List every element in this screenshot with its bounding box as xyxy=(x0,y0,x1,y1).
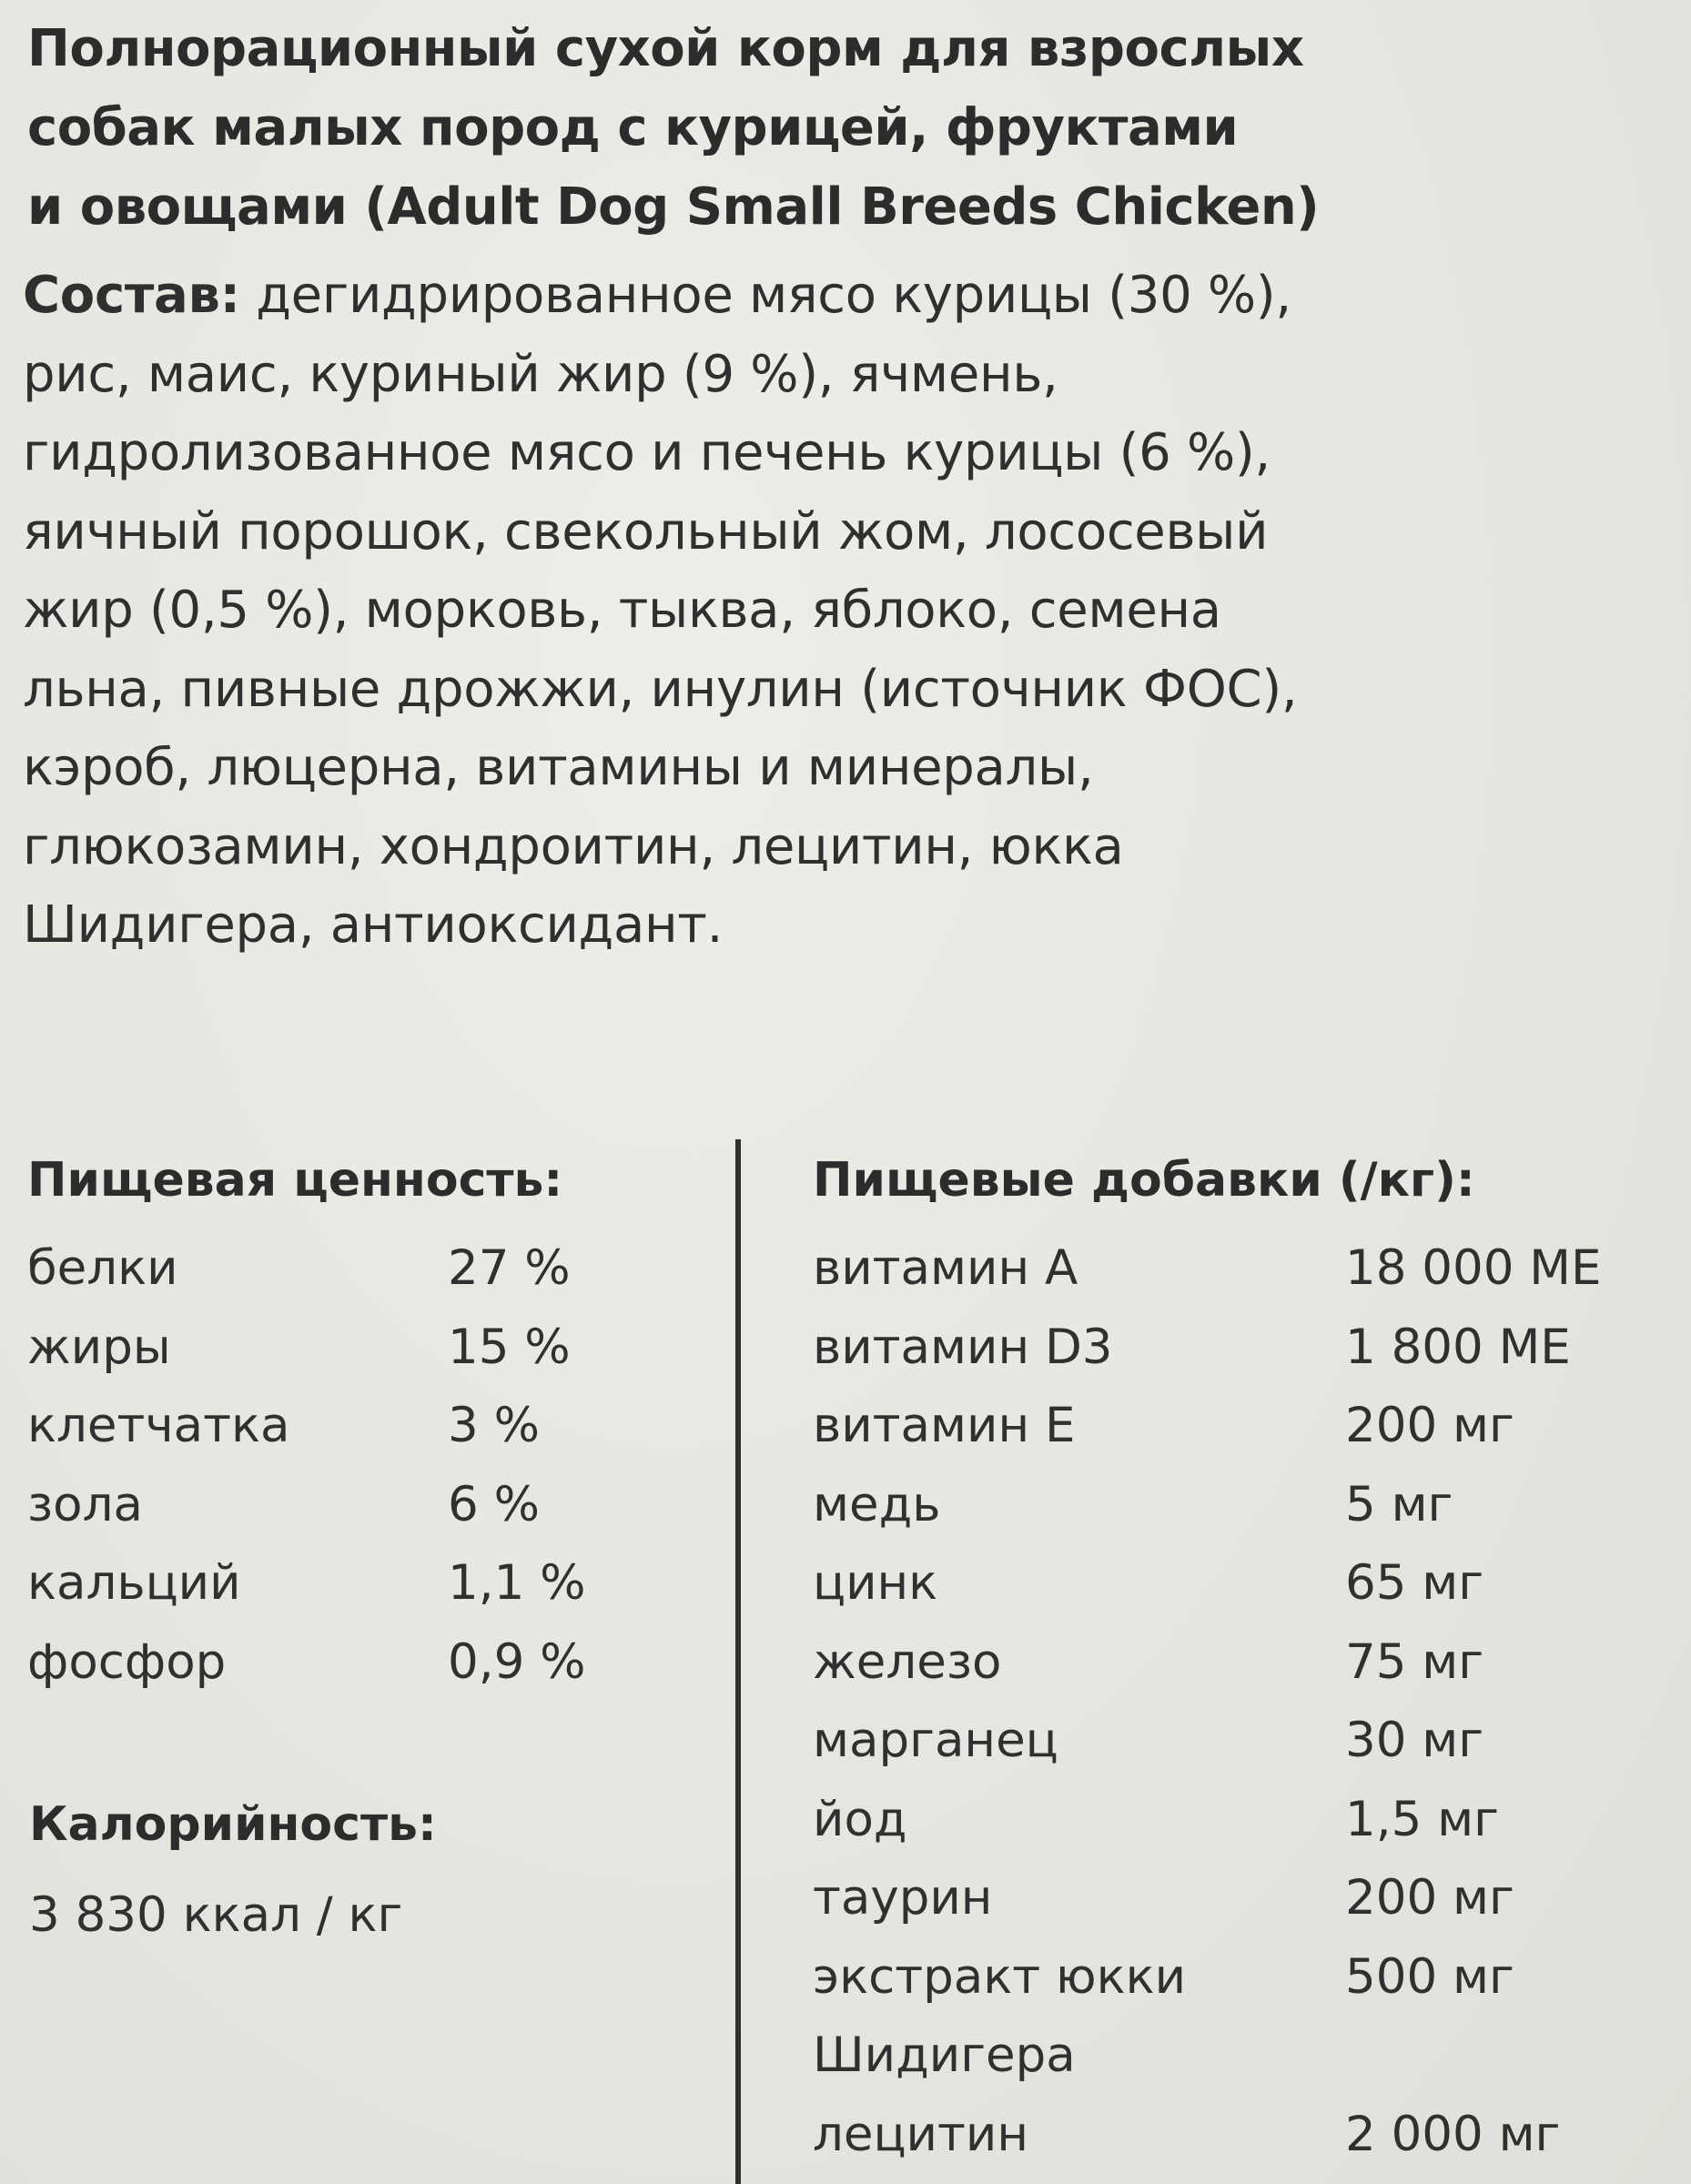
title-line: Полнорационный сухой корм для взрослых xyxy=(27,19,1304,78)
additive-name: Шидигера xyxy=(813,2027,1076,2083)
additive-name: медь xyxy=(813,1477,941,1532)
additive-value: 200 мг xyxy=(1345,1870,1514,1926)
nutrition-value: 1,1 % xyxy=(448,1555,586,1611)
nutrition-name: зола xyxy=(27,1477,143,1532)
composition-line: яичный порошок, свекольный жом, лососевый xyxy=(23,501,1269,561)
calories-heading: Калорийность: xyxy=(29,1797,437,1852)
additive-name: железо xyxy=(813,1634,1002,1690)
composition-line: Шидигера, антиоксидант. xyxy=(23,895,724,955)
additive-value: 500 мг xyxy=(1345,1949,1514,2005)
additive-value: 200 мг xyxy=(1345,1398,1514,1453)
nutrition-name: жиры xyxy=(27,1320,171,1375)
composition-text: дегидрированное мясо курицы (30 %), xyxy=(239,266,1291,325)
composition-line: глюкозамин, хондроитин, лецитин, юкка xyxy=(23,816,1124,876)
nutrition-name: фосфор xyxy=(27,1634,227,1690)
nutrition-value: 3 % xyxy=(448,1398,540,1453)
additive-value: 5 мг xyxy=(1345,1477,1453,1532)
additive-name: таурин xyxy=(813,1870,993,1926)
composition-label: Состав: xyxy=(23,266,240,325)
additive-name: йод xyxy=(813,1792,907,1847)
nutrition-name: клетчатка xyxy=(27,1398,290,1453)
additives-heading: Пищевые добавки (/кг): xyxy=(813,1153,1475,1208)
composition-paragraph xyxy=(23,257,1679,966)
composition-line: гидролизованное мясо и печень курицы (6 %), xyxy=(23,423,1271,482)
composition-line: кэроб, люцерна, витамины и минералы, xyxy=(23,738,1094,797)
additive-value: 65 мг xyxy=(1345,1555,1484,1611)
nutrition-heading: Пищевая ценность: xyxy=(27,1153,563,1208)
product-title xyxy=(27,9,1666,247)
additive-name: витамин D3 xyxy=(813,1320,1113,1375)
calories-value: 3 830 ккал / кг xyxy=(29,1887,403,1943)
nutrition-name: белки xyxy=(27,1240,178,1296)
additive-name: марганец xyxy=(813,1713,1058,1768)
additive-name: витамин А xyxy=(813,1240,1078,1296)
additive-value: 18 000 МЕ xyxy=(1345,1240,1602,1296)
additive-name: цинк xyxy=(813,1555,938,1611)
additive-value: 1,5 мг xyxy=(1345,1792,1499,1847)
title-line: собак малых пород с курицей, фруктами xyxy=(27,98,1239,157)
additive-value: 30 мг xyxy=(1345,1713,1484,1768)
composition-line: жир (0,5 %), морковь, тыква, яблоко, семена xyxy=(23,581,1221,640)
additive-value: 1 800 МЕ xyxy=(1345,1320,1571,1375)
nutrition-value: 27 % xyxy=(448,1240,571,1296)
composition-line: льна, пивные дрожжи, инулин (источник ФОС), xyxy=(23,659,1298,719)
composition-line xyxy=(23,257,1679,336)
additive-name: витамин Е xyxy=(813,1398,1076,1453)
nutrition-name: кальций xyxy=(27,1555,241,1611)
title-line: и овощами (Adult Dog Small Breeds Chicken) xyxy=(27,177,1320,237)
additive-name: лецитин xyxy=(813,2107,1028,2162)
nutrition-value: 15 % xyxy=(448,1320,571,1375)
nutrition-value: 6 % xyxy=(448,1477,540,1532)
additive-name: экстракт юкки xyxy=(813,1949,1187,2005)
nutrition-value: 0,9 % xyxy=(448,1634,586,1690)
additive-value: 75 мг xyxy=(1345,1634,1484,1690)
column-divider xyxy=(735,1139,741,2184)
composition-line: рис, маис, куриный жир (9 %), ячмень, xyxy=(23,344,1058,404)
additive-value: 2 000 мг xyxy=(1345,2107,1561,2162)
